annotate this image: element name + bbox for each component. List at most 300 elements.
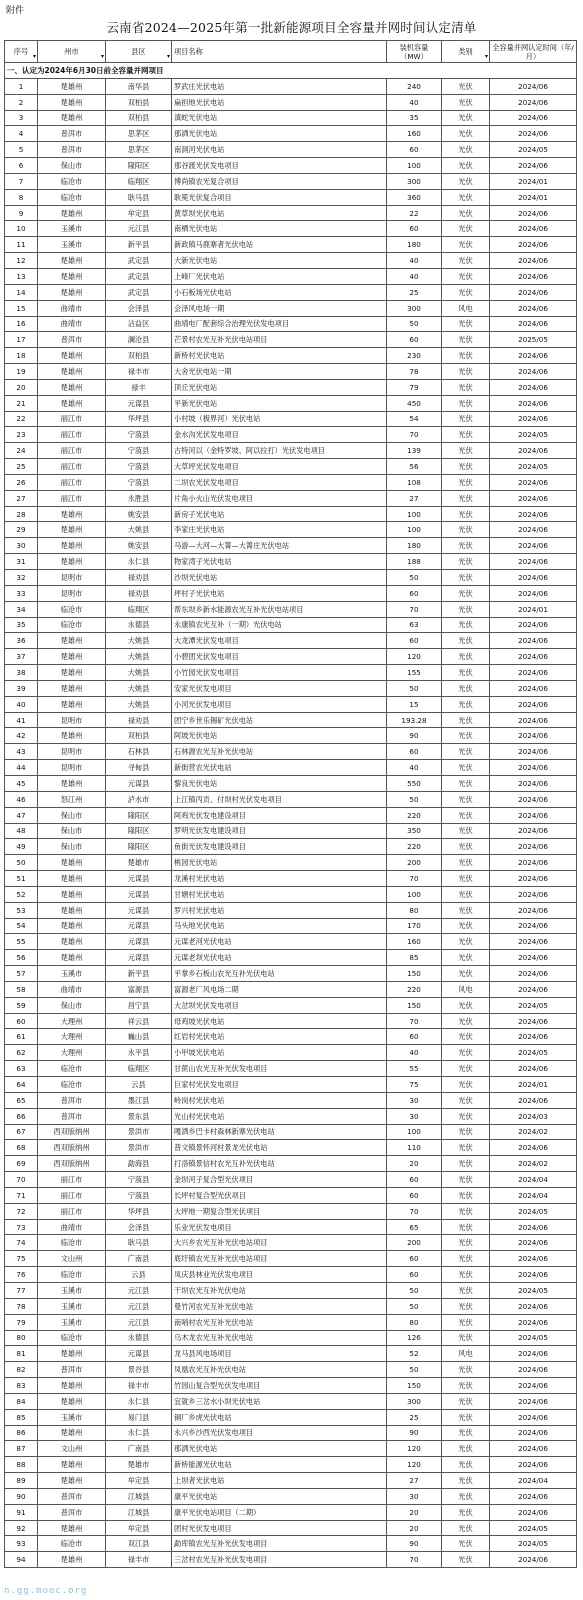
- cell-prefecture: 玉溪市: [38, 1298, 106, 1314]
- cell-index: 25: [5, 459, 38, 475]
- cell-grid-date: 2024/06: [490, 918, 577, 934]
- cell-capacity: 50: [387, 570, 442, 586]
- cell-category: 光伏: [442, 1298, 490, 1314]
- cell-project-name: 甘蔗山农光互补光伏发电项目: [172, 1061, 387, 1077]
- cell-index: 39: [5, 680, 38, 696]
- cell-grid-date: 2024/01: [490, 173, 577, 189]
- cell-project-name: 马游—大河—大箐—大箐庄光伏电站: [172, 538, 387, 554]
- cell-category: 光伏: [442, 268, 490, 284]
- cell-project-name: 那谷渡光伏发电项目: [172, 158, 387, 174]
- cell-county: 临翔区: [106, 601, 172, 617]
- table-row: [5, 1235, 577, 1251]
- cell-index: 51: [5, 871, 38, 887]
- cell-grid-date: 2024/06: [490, 1393, 577, 1409]
- table-row: [5, 522, 577, 538]
- cell-grid-date: 2024/02: [490, 1156, 577, 1172]
- column-header-grid-date[interactable]: 全容量并网认定时间（年/月）: [490, 41, 577, 63]
- cell-county: 牟定县: [106, 1473, 172, 1489]
- cell-prefecture: 玉溪市: [38, 1314, 106, 1330]
- cell-project-name: 乐业光伏发电项目: [172, 1219, 387, 1235]
- cell-grid-date: 2024/05: [490, 1045, 577, 1061]
- cell-project-name: 芒景村农光互补光伏电站项目: [172, 332, 387, 348]
- cell-capacity: 188: [387, 554, 442, 570]
- cell-category: 光伏: [442, 617, 490, 633]
- cell-grid-date: 2024/06: [490, 585, 577, 601]
- cell-grid-date: 2024/06: [490, 126, 577, 142]
- cell-capacity: 52: [387, 1346, 442, 1362]
- cell-index: 88: [5, 1457, 38, 1473]
- table-row: [5, 570, 577, 586]
- cell-capacity: 100: [387, 1124, 442, 1140]
- cell-index: 73: [5, 1219, 38, 1235]
- cell-grid-date: 2024/02: [490, 1124, 577, 1140]
- table-row: [5, 459, 577, 475]
- table-row: [5, 918, 577, 934]
- cell-category: 光伏: [442, 1156, 490, 1172]
- cell-county: 隆阳区: [106, 839, 172, 855]
- cell-county: 武定县: [106, 253, 172, 269]
- cell-index: 41: [5, 712, 38, 728]
- cell-index: 47: [5, 807, 38, 823]
- cell-county: 巍山县: [106, 1029, 172, 1045]
- cell-project-name: 大坪地一期复合型光伏项目: [172, 1203, 387, 1219]
- cell-project-name: 元谋老河光伏电站: [172, 934, 387, 950]
- cell-county: 会泽县: [106, 1219, 172, 1235]
- table-row: [5, 712, 577, 728]
- table-row: [5, 1108, 577, 1124]
- cell-project-name: 大草坪光伏发电项目: [172, 459, 387, 475]
- cell-capacity: 70: [387, 1552, 442, 1568]
- cell-project-name: 阿坡光伏电站: [172, 728, 387, 744]
- cell-grid-date: 2024/06: [490, 348, 577, 364]
- table-row: [5, 1330, 577, 1346]
- cell-prefecture: 楚雄州: [38, 1457, 106, 1473]
- cell-project-name: 三岔村农光互补光伏发电项目: [172, 1552, 387, 1568]
- cell-index: 34: [5, 601, 38, 617]
- cell-index: 19: [5, 364, 38, 380]
- cell-category: 光伏: [442, 839, 490, 855]
- cell-prefecture: 楚雄州: [38, 871, 106, 887]
- cell-category: 光伏: [442, 934, 490, 950]
- cell-county: 永仁县: [106, 1393, 172, 1409]
- cell-prefecture: 楚雄州: [38, 680, 106, 696]
- table-row: [5, 474, 577, 490]
- cell-county: 易门县: [106, 1409, 172, 1425]
- table-row: [5, 395, 577, 411]
- table-row: [5, 633, 577, 649]
- cell-county: 华坪县: [106, 1203, 172, 1219]
- cell-project-name: 顶丘光伏电站: [172, 379, 387, 395]
- cell-county: 元谋县: [106, 775, 172, 791]
- cell-index: 40: [5, 696, 38, 712]
- table-row: [5, 490, 577, 506]
- cell-category: 光伏: [442, 1362, 490, 1378]
- cell-category: 光伏: [442, 1409, 490, 1425]
- cell-grid-date: 2024/06: [490, 1504, 577, 1520]
- cell-project-name: 富源老厂风电场二期: [172, 981, 387, 997]
- column-header-prefecture[interactable]: 州市 ▾: [38, 41, 106, 63]
- cell-prefecture: 丽江市: [38, 474, 106, 490]
- cell-grid-date: 2024/06: [490, 1235, 577, 1251]
- cell-grid-date: 2024/06: [490, 554, 577, 570]
- cell-index: 26: [5, 474, 38, 490]
- cell-grid-date: 2024/04: [490, 1473, 577, 1489]
- cell-grid-date: 2024/05: [490, 1282, 577, 1298]
- cell-category: 光伏: [442, 997, 490, 1013]
- cell-category: 光伏: [442, 1140, 490, 1156]
- cell-county: 泸水市: [106, 791, 172, 807]
- cell-prefecture: 楚雄州: [38, 379, 106, 395]
- cell-grid-date: 2024/06: [490, 1488, 577, 1504]
- cell-prefecture: 昆明市: [38, 744, 106, 760]
- cell-category: 光伏: [442, 332, 490, 348]
- cell-prefecture: 丽江市: [38, 459, 106, 475]
- cell-index: 1: [5, 78, 38, 94]
- cell-project-name: 新房子光伏电站: [172, 506, 387, 522]
- cell-index: 78: [5, 1298, 38, 1314]
- cell-capacity: 40: [387, 268, 442, 284]
- cell-category: 光伏: [442, 142, 490, 158]
- cell-category: 光伏: [442, 1092, 490, 1108]
- cell-category: 光伏: [442, 886, 490, 902]
- cell-capacity: 120: [387, 1441, 442, 1457]
- cell-prefecture: 楚雄州: [38, 284, 106, 300]
- cell-prefecture: 楚雄州: [38, 268, 106, 284]
- cell-capacity: 300: [387, 173, 442, 189]
- cell-county: 大姚县: [106, 665, 172, 681]
- cell-index: 43: [5, 744, 38, 760]
- cell-capacity: 300: [387, 1393, 442, 1409]
- cell-category: 光伏: [442, 1045, 490, 1061]
- cell-county: 广南县: [106, 1251, 172, 1267]
- cell-category: 光伏: [442, 1187, 490, 1203]
- cell-project-name: 勐库镇农光互补光伏发电项目: [172, 1536, 387, 1552]
- cell-county: 临翔区: [106, 173, 172, 189]
- table-row: [5, 649, 577, 665]
- cell-county: 墨江县: [106, 1092, 172, 1108]
- cell-prefecture: 玉溪市: [38, 966, 106, 982]
- cell-prefecture: 临沧市: [38, 189, 106, 205]
- section-header-row: [5, 63, 577, 79]
- cell-county: 元谋县: [106, 886, 172, 902]
- cell-index: 59: [5, 997, 38, 1013]
- cell-county: 澜沧县: [106, 332, 172, 348]
- cell-county: 姚安县: [106, 506, 172, 522]
- cell-grid-date: 2024/05: [490, 1520, 577, 1536]
- cell-capacity: 180: [387, 538, 442, 554]
- cell-capacity: 15: [387, 696, 442, 712]
- cell-index: 58: [5, 981, 38, 997]
- cell-capacity: 80: [387, 902, 442, 918]
- cell-index: 53: [5, 902, 38, 918]
- column-header-index[interactable]: 序号 ▾: [5, 41, 38, 63]
- cell-grid-date: 2024/06: [490, 1013, 577, 1029]
- column-header-county[interactable]: 县区 ▾: [106, 41, 172, 63]
- cell-grid-date: 2024/06: [490, 950, 577, 966]
- cell-county: 双柏县: [106, 110, 172, 126]
- cell-prefecture: 丽江市: [38, 411, 106, 427]
- cell-capacity: 60: [387, 1187, 442, 1203]
- cell-county: 元江县: [106, 1282, 172, 1298]
- cell-county: 禄劝县: [106, 585, 172, 601]
- cell-project-name: 罗明光伏发电建设项目: [172, 823, 387, 839]
- cell-prefecture: 楚雄州: [38, 665, 106, 681]
- cell-county: 大姚县: [106, 649, 172, 665]
- cell-prefecture: 楚雄州: [38, 1378, 106, 1394]
- cell-county: 南华县: [106, 78, 172, 94]
- cell-project-name: 大岔坝光伏发电项目: [172, 997, 387, 1013]
- cell-capacity: 40: [387, 94, 442, 110]
- cell-grid-date: 2024/06: [490, 1251, 577, 1267]
- cell-index: 92: [5, 1520, 38, 1536]
- cell-county: 思茅区: [106, 126, 172, 142]
- cell-county: 双江县: [106, 1536, 172, 1552]
- table-row: [5, 744, 577, 760]
- cell-prefecture: 楚雄州: [38, 902, 106, 918]
- cell-capacity: 50: [387, 1282, 442, 1298]
- cell-capacity: 60: [387, 142, 442, 158]
- table-row: [5, 966, 577, 982]
- cell-prefecture: 保山市: [38, 839, 106, 855]
- cell-category: 光伏: [442, 1457, 490, 1473]
- cell-grid-date: 2024/06: [490, 284, 577, 300]
- cell-prefecture: 临沧市: [38, 1267, 106, 1283]
- cell-county: 新平县: [106, 237, 172, 253]
- cell-county: 景谷县: [106, 1362, 172, 1378]
- cell-index: 94: [5, 1552, 38, 1568]
- cell-capacity: 300: [387, 300, 442, 316]
- cell-project-name: 小竹园光伏发电项目: [172, 665, 387, 681]
- cell-index: 57: [5, 966, 38, 982]
- cell-project-name: 会泽风电场一期: [172, 300, 387, 316]
- cell-category: 光伏: [442, 728, 490, 744]
- cell-grid-date: 2024/06: [490, 1409, 577, 1425]
- cell-county: 宁蒗县: [106, 443, 172, 459]
- table-row: [5, 680, 577, 696]
- cell-county: 宁蒗县: [106, 474, 172, 490]
- cell-county: 永仁县: [106, 554, 172, 570]
- cell-grid-date: 2024/06: [490, 1298, 577, 1314]
- cell-prefecture: 楚雄州: [38, 205, 106, 221]
- table-row: [5, 1187, 577, 1203]
- cell-category: 光伏: [442, 1235, 490, 1251]
- cell-capacity: 155: [387, 665, 442, 681]
- cell-prefecture: 临沧市: [38, 173, 106, 189]
- cell-grid-date: 2024/06: [490, 364, 577, 380]
- cell-capacity: 220: [387, 807, 442, 823]
- table-row: [5, 1346, 577, 1362]
- table-row: [5, 142, 577, 158]
- cell-prefecture: 楚雄州: [38, 775, 106, 791]
- cell-index: 5: [5, 142, 38, 158]
- cell-index: 63: [5, 1061, 38, 1077]
- cell-category: 光伏: [442, 902, 490, 918]
- cell-category: 光伏: [442, 918, 490, 934]
- table-row: [5, 300, 577, 316]
- column-header-capacity[interactable]: 装机容量（MW）: [387, 41, 442, 63]
- cell-category: 光伏: [442, 1473, 490, 1489]
- cell-index: 16: [5, 316, 38, 332]
- table-row: [5, 934, 577, 950]
- cell-project-name: 团村光伏发电项目: [172, 1520, 387, 1536]
- table-row: [5, 997, 577, 1013]
- cell-category: 光伏: [442, 411, 490, 427]
- cell-prefecture: 玉溪市: [38, 221, 106, 237]
- cell-county: 牟定县: [106, 205, 172, 221]
- cell-grid-date: 2024/06: [490, 902, 577, 918]
- cell-capacity: 220: [387, 981, 442, 997]
- cell-prefecture: 楚雄州: [38, 364, 106, 380]
- table-row: [5, 268, 577, 284]
- cell-capacity: 60: [387, 332, 442, 348]
- cell-index: 9: [5, 205, 38, 221]
- cell-prefecture: 怒江州: [38, 791, 106, 807]
- cell-capacity: 50: [387, 791, 442, 807]
- cell-capacity: 150: [387, 966, 442, 982]
- cell-grid-date: 2024/06: [490, 791, 577, 807]
- cell-project-name: 平掌乡石板山农光互补光伏电站: [172, 966, 387, 982]
- column-header-category[interactable]: 类别 ▾: [442, 41, 490, 63]
- cell-county: 沾益区: [106, 316, 172, 332]
- cell-county: 楚雄市: [106, 855, 172, 871]
- table-row: [5, 379, 577, 395]
- cell-prefecture: 临沧市: [38, 601, 106, 617]
- cell-project-name: 金坝河子复合型光伏项目: [172, 1172, 387, 1188]
- cell-county: 华坪县: [106, 411, 172, 427]
- cell-capacity: 60: [387, 633, 442, 649]
- cell-index: 12: [5, 253, 38, 269]
- cell-prefecture: 普洱市: [38, 332, 106, 348]
- cell-prefecture: 普洱市: [38, 1488, 106, 1504]
- cell-grid-date: 2024/06: [490, 966, 577, 982]
- cell-prefecture: 临沧市: [38, 1061, 106, 1077]
- cell-index: 20: [5, 379, 38, 395]
- cell-index: 29: [5, 522, 38, 538]
- cell-prefecture: 曲靖市: [38, 1219, 106, 1235]
- cell-category: 光伏: [442, 253, 490, 269]
- cell-prefecture: 普洱市: [38, 142, 106, 158]
- cell-project-name: 沙坝光伏电站: [172, 570, 387, 586]
- table-row: [5, 189, 577, 205]
- cell-index: 65: [5, 1092, 38, 1108]
- cell-category: 光伏: [442, 791, 490, 807]
- cell-project-name: 小河光伏发电项目: [172, 696, 387, 712]
- table-row: [5, 1140, 577, 1156]
- cell-capacity: 60: [387, 585, 442, 601]
- cell-grid-date: 2024/05: [490, 1203, 577, 1219]
- cell-category: 光伏: [442, 1552, 490, 1568]
- cell-prefecture: 丽江市: [38, 1187, 106, 1203]
- cell-county: 耿马县: [106, 1235, 172, 1251]
- cell-grid-date: 2024/06: [490, 158, 577, 174]
- cell-project-name: 黄草坝光伏电站: [172, 205, 387, 221]
- cell-project-name: 博尚镇农光复合项目: [172, 173, 387, 189]
- cell-category: 光伏: [442, 316, 490, 332]
- cell-grid-date: 2024/06: [490, 110, 577, 126]
- cell-county: 景洪市: [106, 1140, 172, 1156]
- cell-prefecture: 楚雄州: [38, 728, 106, 744]
- cell-county: 大姚县: [106, 680, 172, 696]
- cell-grid-date: 2024/06: [490, 1140, 577, 1156]
- cell-project-name: 打洛镇景信村农光互补光伏电站: [172, 1156, 387, 1172]
- cell-grid-date: 2024/06: [490, 1378, 577, 1394]
- cell-index: 86: [5, 1425, 38, 1441]
- cell-index: 71: [5, 1187, 38, 1203]
- cell-project-name: 小甲坡光伏电站: [172, 1045, 387, 1061]
- cell-project-name: 小石板场光伏电站: [172, 284, 387, 300]
- table-row: [5, 1203, 577, 1219]
- cell-prefecture: 楚雄州: [38, 1393, 106, 1409]
- cell-index: 67: [5, 1124, 38, 1140]
- cell-category: 光伏: [442, 775, 490, 791]
- cell-index: 55: [5, 934, 38, 950]
- cell-project-name: 铜厂乡虎光伏电站: [172, 1409, 387, 1425]
- cell-project-name: 上峰厂光伏电站: [172, 268, 387, 284]
- cell-capacity: 60: [387, 744, 442, 760]
- cell-project-name: 那洒光伏电站: [172, 126, 387, 142]
- cell-category: 光伏: [442, 1314, 490, 1330]
- cell-index: 81: [5, 1346, 38, 1362]
- cell-prefecture: 丽江市: [38, 1203, 106, 1219]
- cell-index: 4: [5, 126, 38, 142]
- table-row: [5, 791, 577, 807]
- cell-grid-date: 2024/06: [490, 506, 577, 522]
- cell-grid-date: 2024/06: [490, 1552, 577, 1568]
- cell-capacity: 90: [387, 1425, 442, 1441]
- cell-project-name: 新街营农光伏电站: [172, 760, 387, 776]
- cell-county: 永胜县: [106, 490, 172, 506]
- cell-grid-date: 2024/06: [490, 94, 577, 110]
- cell-county: 楚雄市: [106, 1457, 172, 1473]
- table-row: [5, 1172, 577, 1188]
- cell-capacity: 70: [387, 871, 442, 887]
- cell-project-name: 宜就乡三岔水小坝光伏电站: [172, 1393, 387, 1409]
- cell-category: 光伏: [442, 1029, 490, 1045]
- cell-project-name: 甘塘村光伏电站: [172, 886, 387, 902]
- table-row: [5, 696, 577, 712]
- cell-grid-date: 2024/05: [490, 997, 577, 1013]
- table-row: [5, 427, 577, 443]
- cell-category: 光伏: [442, 680, 490, 696]
- cell-category: 风电: [442, 1346, 490, 1362]
- cell-index: 24: [5, 443, 38, 459]
- table-row: [5, 1457, 577, 1473]
- cell-index: 33: [5, 585, 38, 601]
- cell-county: 永平县: [106, 1045, 172, 1061]
- table-row: [5, 1393, 577, 1409]
- cell-prefecture: 西双版纳州: [38, 1156, 106, 1172]
- cell-index: 15: [5, 300, 38, 316]
- cell-capacity: 50: [387, 1362, 442, 1378]
- cell-category: 光伏: [442, 78, 490, 94]
- cell-project-name: 马头地光伏电站: [172, 918, 387, 934]
- cell-category: 光伏: [442, 1124, 490, 1140]
- cell-capacity: 90: [387, 1536, 442, 1552]
- cell-grid-date: 2024/05: [490, 1536, 577, 1552]
- cell-capacity: 126: [387, 1330, 442, 1346]
- cell-prefecture: 楚雄州: [38, 886, 106, 902]
- cell-county: 昌宁县: [106, 997, 172, 1013]
- column-header-project-name[interactable]: 项目名称: [172, 41, 387, 63]
- cell-category: 光伏: [442, 807, 490, 823]
- cell-project-name: 物家湾子光伏电站: [172, 554, 387, 570]
- cell-index: 48: [5, 823, 38, 839]
- cell-prefecture: 大理州: [38, 1013, 106, 1029]
- cell-prefecture: 普洱市: [38, 1362, 106, 1378]
- cell-project-name: 团宁乡世乐锡矿光伏电站: [172, 712, 387, 728]
- cell-category: 光伏: [442, 506, 490, 522]
- cell-grid-date: 2024/06: [490, 316, 577, 332]
